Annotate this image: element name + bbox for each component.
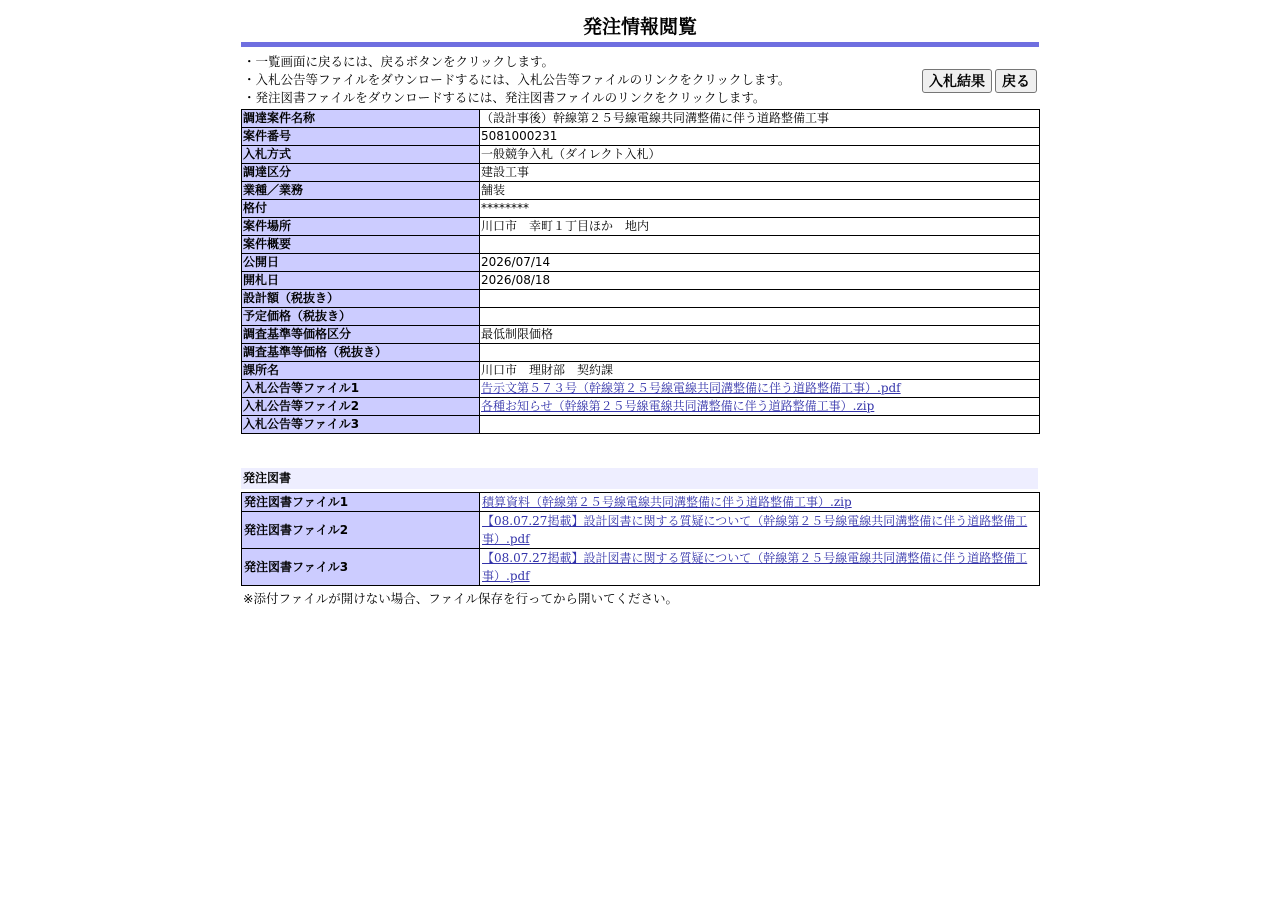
field-value-standard-price [480, 344, 1040, 362]
table-row [242, 254, 1040, 272]
field-value-department: 川口市 理財部 契約課 [480, 362, 1040, 380]
field-value-design-amount [480, 290, 1040, 308]
field-label-summary: 案件概要 [242, 236, 480, 254]
field-value-summary [480, 236, 1040, 254]
instruction-item: ・一覧画面に戻るには、戻るボタンをクリックします。 [243, 54, 555, 69]
field-value-publish-date: 2026/07/14 [480, 254, 1040, 272]
field-label-bid-method: 入札方式 [242, 146, 480, 164]
table-row [242, 218, 1040, 236]
field-value-bid-method: 一般競争入札（ダイレクト入札） [480, 146, 1040, 164]
field-value-drawing-file-2 [480, 512, 1040, 549]
field-value-business-type: 舗装 [480, 182, 1040, 200]
table-row [242, 110, 1040, 128]
field-label-notice-file-1: 入札公告等ファイル1 [242, 380, 480, 398]
drawing-file-1-link[interactable]: 積算資料（幹線第２５号線電線共同溝整備に伴う道路整備工事）.zip [482, 495, 852, 509]
table-row [242, 164, 1040, 182]
field-value-rating: ******** [480, 200, 1040, 218]
field-label-drawing-file-2: 発注図書ファイル2 [242, 512, 480, 549]
field-value-notice-file-1 [480, 380, 1040, 398]
table-row [242, 236, 1040, 254]
table-row [242, 128, 1040, 146]
field-label-publish-date: 公開日 [242, 254, 480, 272]
intro-section [241, 47, 1039, 109]
instruction-list [243, 53, 790, 107]
table-row [242, 146, 1040, 164]
field-label-notice-file-3: 入札公告等ファイル3 [242, 416, 480, 434]
page-title: 発注情報閲覧 [582, 16, 697, 38]
field-label-location: 案件場所 [242, 218, 480, 236]
field-label-business-type: 業種／業務 [242, 182, 480, 200]
table-row [242, 272, 1040, 290]
field-value-drawing-file-3 [480, 549, 1040, 586]
notice-file-2-link[interactable]: 各種お知らせ（幹線第２５号線電線共同溝整備に伴う道路整備工事）.zip [481, 399, 875, 413]
field-label-standard-price-category: 調査基準等価格区分 [242, 326, 480, 344]
field-value-drawing-file-1 [480, 493, 1040, 512]
field-label-procurement-category: 調達区分 [242, 164, 480, 182]
table-row [242, 344, 1040, 362]
bid-result-button[interactable]: 入札結果 [922, 69, 992, 93]
field-label-standard-price: 調査基準等価格（税抜き） [242, 344, 480, 362]
drawings-table [241, 492, 1040, 586]
table-row [242, 326, 1040, 344]
field-value-opening-date: 2026/08/18 [480, 272, 1040, 290]
field-label-department: 課所名 [242, 362, 480, 380]
notice-file-1-link[interactable]: 告示文第５７３号（幹線第２５号線電線共同溝整備に伴う道路整備工事）.pdf [481, 381, 901, 395]
table-row [242, 398, 1040, 416]
page-container [241, 0, 1039, 607]
field-label-design-amount: 設計額（税抜き） [242, 290, 480, 308]
instruction-item: ・発注図書ファイルをダウンロードするには、発注図書ファイルのリンクをクリックします。 [243, 90, 766, 105]
field-label-case-number: 案件番号 [242, 128, 480, 146]
button-group [922, 69, 1037, 93]
table-row [242, 308, 1040, 326]
field-value-planned-price [480, 308, 1040, 326]
table-row [242, 200, 1040, 218]
footnote: ※添付ファイルが開けない場合、ファイル保存を行ってから開いてください。 [243, 591, 678, 606]
table-row [242, 549, 1040, 586]
table-row [242, 182, 1040, 200]
field-label-rating: 格付 [242, 200, 480, 218]
field-value-standard-price-category: 最低制限価格 [480, 326, 1040, 344]
field-label-opening-date: 開札日 [242, 272, 480, 290]
field-label-case-name: 調達案件名称 [242, 110, 480, 128]
field-label-notice-file-2: 入札公告等ファイル2 [242, 398, 480, 416]
table-row [242, 290, 1040, 308]
field-value-case-number: 5081000231 [480, 128, 1040, 146]
drawings-section-title: 発注図書 [241, 468, 1038, 489]
field-label-planned-price: 予定価格（税抜き） [242, 308, 480, 326]
table-row [242, 362, 1040, 380]
procurement-info-table [241, 109, 1040, 434]
field-label-drawing-file-1: 発注図書ファイル1 [242, 493, 480, 512]
field-value-notice-file-2 [480, 398, 1040, 416]
field-value-procurement-category: 建設工事 [480, 164, 1040, 182]
back-button[interactable]: 戻る [995, 69, 1037, 93]
field-value-case-name: （設計事後）幹線第２５号線電線共同溝整備に伴う道路整備工事 [480, 110, 1040, 128]
instruction-item: ・入札公告等ファイルをダウンロードするには、入札公告等ファイルのリンクをクリックします。 [243, 72, 791, 87]
field-value-notice-file-3 [480, 416, 1040, 434]
table-row [242, 416, 1040, 434]
table-row [242, 380, 1040, 398]
table-row [242, 493, 1040, 512]
table-row [242, 512, 1040, 549]
drawing-file-2-link[interactable]: 【08.07.27掲載】設計図書に関する質疑について（幹線第２５号線電線共同溝整備に伴う道路整備工事）.pdf [482, 514, 1028, 546]
field-label-drawing-file-3: 発注図書ファイル3 [242, 549, 480, 586]
drawing-file-3-link[interactable]: 【08.07.27掲載】設計図書に関する質疑について（幹線第２５号線電線共同溝整備に伴う道路整備工事）.pdf [482, 551, 1028, 583]
field-value-location: 川口市 幸町１丁目ほか 地内 [480, 218, 1040, 236]
